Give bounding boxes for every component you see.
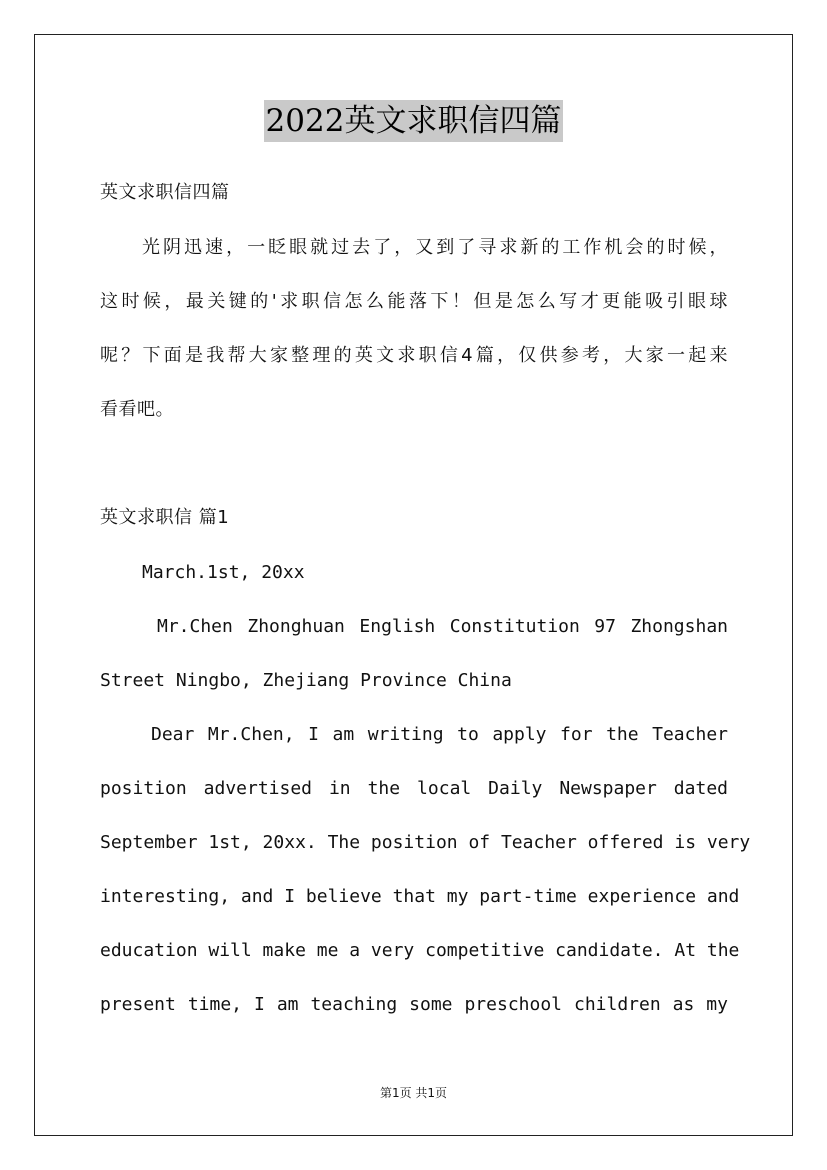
body-line: September 1st, 20xx. The position of Teacher offered is very: [100, 832, 751, 853]
body-line: Dear Mr.Chen, I am writing to apply for the Teacher: [151, 724, 728, 745]
section-heading: 英文求职信 篇1: [100, 507, 230, 528]
body-line: education will make me a very competitive candidate. At the: [100, 940, 740, 961]
subtitle: 英文求职信四篇: [100, 182, 230, 203]
intro-line: 光阴迅速，一眨眼就过去了，又到了寻求新的工作机会的时候，: [142, 237, 728, 258]
body-line: position advertised in the local Daily Newspaper dated: [100, 778, 728, 799]
address-line: Street Ningbo, Zhejiang Province China: [100, 670, 512, 691]
body-line: present time, I am teaching some preschool children as my: [100, 994, 728, 1015]
intro-line: 这时候，最关键的'求职信怎么能落下！但是怎么写才更能吸引眼球: [100, 291, 728, 312]
letter-date: March.1st, 20xx: [142, 562, 305, 583]
document-title: 2022英文求职信四篇: [264, 100, 564, 142]
intro-line: 看看吧。: [100, 399, 174, 420]
intro-line: 呢？下面是我帮大家整理的英文求职信4篇，仅供参考，大家一起来: [100, 345, 728, 366]
address-line: Mr.Chen Zhonghuan English Constitution 97 Zhongshan: [157, 616, 728, 637]
body-line: interesting, and I believe that my part-time experience and: [100, 886, 740, 907]
page-number: 第1页 共1页: [379, 1086, 448, 1100]
